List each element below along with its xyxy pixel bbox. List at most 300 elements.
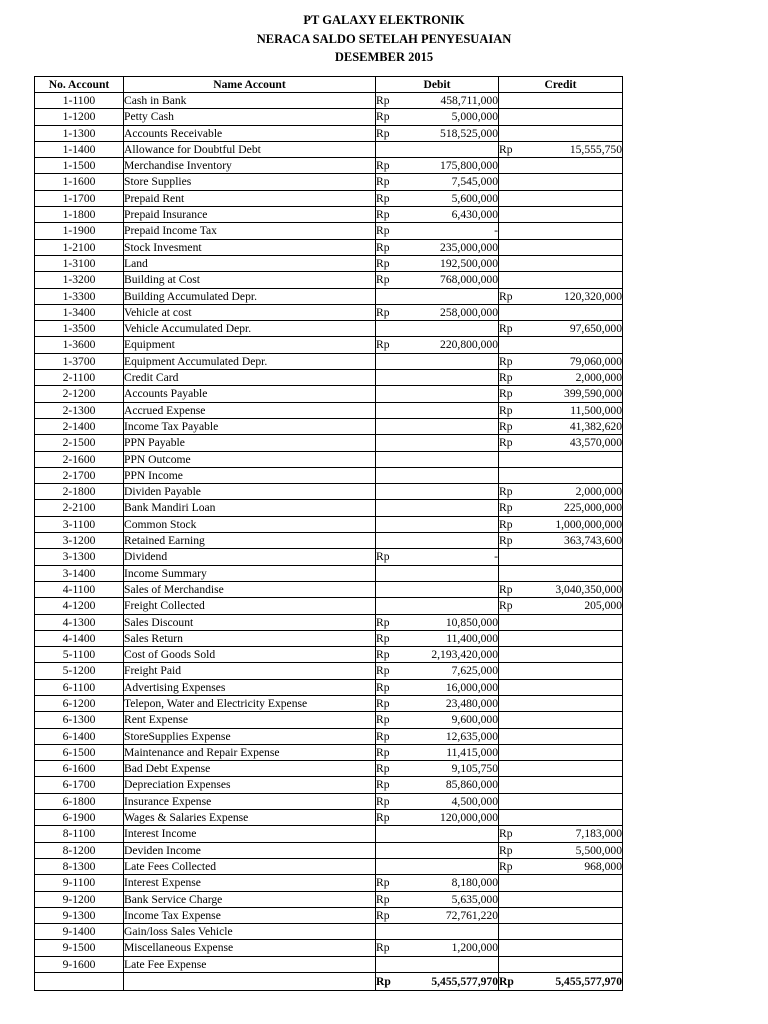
credit-currency — [499, 207, 531, 223]
credit-currency: Rp — [499, 402, 531, 418]
debit-currency — [376, 826, 408, 842]
account-name: Prepaid Rent — [124, 190, 376, 206]
account-number: 2-1200 — [35, 386, 124, 402]
credit-currency — [499, 272, 531, 288]
credit-currency — [499, 467, 531, 483]
debit-currency: Rp — [376, 663, 408, 679]
account-number: 3-1300 — [35, 549, 124, 565]
credit-currency — [499, 875, 531, 891]
credit-amount — [531, 907, 623, 923]
table-row — [35, 565, 623, 581]
account-number: 2-1700 — [35, 467, 124, 483]
credit-currency: Rp — [499, 516, 531, 532]
debit-amount: 120,000,000 — [408, 810, 499, 826]
debit-currency — [376, 533, 408, 549]
table-row — [35, 940, 623, 956]
account-number: 1-1200 — [35, 109, 124, 125]
account-name: PPN Income — [124, 467, 376, 483]
debit-amount: 2,193,420,000 — [408, 647, 499, 663]
debit-currency: Rp — [376, 940, 408, 956]
credit-currency: Rp — [499, 484, 531, 500]
credit-currency: Rp — [499, 500, 531, 516]
account-name: Merchandise Inventory — [124, 158, 376, 174]
debit-currency — [376, 858, 408, 874]
table-row — [35, 158, 623, 174]
table-row — [35, 663, 623, 679]
debit-currency — [376, 418, 408, 434]
account-number: 9-1500 — [35, 940, 124, 956]
debit-currency — [376, 141, 408, 157]
credit-currency: Rp — [499, 858, 531, 874]
account-number: 2-1800 — [35, 484, 124, 500]
table-row — [35, 93, 623, 109]
table-row — [35, 549, 623, 565]
credit-currency: Rp — [499, 418, 531, 434]
credit-currency: Rp — [499, 533, 531, 549]
credit-amount: 43,570,000 — [531, 435, 623, 451]
credit-amount: 41,382,620 — [531, 418, 623, 434]
debit-amount: - — [408, 549, 499, 565]
total-name-cell — [124, 973, 376, 991]
credit-amount: 399,590,000 — [531, 386, 623, 402]
credit-amount: 15,555,750 — [531, 141, 623, 157]
credit-amount — [531, 956, 623, 972]
credit-currency — [499, 125, 531, 141]
account-name: Common Stock — [124, 516, 376, 532]
debit-currency — [376, 288, 408, 304]
debit-currency — [376, 321, 408, 337]
credit-currency — [499, 614, 531, 630]
account-name: Deviden Income — [124, 842, 376, 858]
debit-amount: 23,480,000 — [408, 695, 499, 711]
account-number: 9-1100 — [35, 875, 124, 891]
credit-currency — [499, 793, 531, 809]
debit-amount — [408, 484, 499, 500]
credit-currency — [499, 728, 531, 744]
credit-currency — [499, 761, 531, 777]
credit-currency — [499, 744, 531, 760]
debit-amount: 9,105,750 — [408, 761, 499, 777]
credit-currency: Rp — [499, 842, 531, 858]
account-name: Prepaid Income Tax — [124, 223, 376, 239]
credit-currency — [499, 93, 531, 109]
credit-amount: 363,743,600 — [531, 533, 623, 549]
account-name: Bank Mandiri Loan — [124, 500, 376, 516]
table-row — [35, 141, 623, 157]
account-name: Equipment — [124, 337, 376, 353]
credit-currency — [499, 777, 531, 793]
debit-amount: 175,800,000 — [408, 158, 499, 174]
account-name: Store Supplies — [124, 174, 376, 190]
account-number: 1-1900 — [35, 223, 124, 239]
table-row — [35, 516, 623, 532]
account-name: Retained Earning — [124, 533, 376, 549]
debit-amount — [408, 402, 499, 418]
account-number: 5-1100 — [35, 647, 124, 663]
credit-amount: 11,500,000 — [531, 402, 623, 418]
credit-amount — [531, 174, 623, 190]
table-row — [35, 402, 623, 418]
account-number: 1-3300 — [35, 288, 124, 304]
credit-amount: 97,650,000 — [531, 321, 623, 337]
debit-amount: 192,500,000 — [408, 255, 499, 271]
credit-amount: 1,000,000,000 — [531, 516, 623, 532]
credit-amount — [531, 761, 623, 777]
debit-amount — [408, 321, 499, 337]
account-number: 1-3200 — [35, 272, 124, 288]
debit-amount — [408, 467, 499, 483]
debit-amount — [408, 956, 499, 972]
total-debit: 5,455,577,970 — [408, 973, 499, 991]
debit-amount: 258,000,000 — [408, 304, 499, 320]
debit-currency — [376, 956, 408, 972]
credit-amount — [531, 158, 623, 174]
account-name: Vehicle at cost — [124, 304, 376, 320]
account-number: 2-1300 — [35, 402, 124, 418]
report-period: DESEMBER 2015 — [334, 50, 434, 64]
debit-currency: Rp — [376, 777, 408, 793]
credit-amount — [531, 467, 623, 483]
table-row — [35, 907, 623, 923]
debit-amount: 10,850,000 — [408, 614, 499, 630]
credit-amount: 120,320,000 — [531, 288, 623, 304]
table-row — [35, 647, 623, 663]
credit-currency — [499, 304, 531, 320]
account-number: 6-1500 — [35, 744, 124, 760]
col-header-no: No. Account — [35, 77, 124, 93]
credit-amount — [531, 647, 623, 663]
debit-currency — [376, 435, 408, 451]
table-row — [35, 174, 623, 190]
table-row — [35, 614, 623, 630]
debit-currency: Rp — [376, 630, 408, 646]
debit-amount: 16,000,000 — [408, 679, 499, 695]
account-name: Sales Return — [124, 630, 376, 646]
debit-currency — [376, 353, 408, 369]
account-number: 3-1400 — [35, 565, 124, 581]
debit-amount — [408, 451, 499, 467]
account-name: Telepon, Water and Electricity Expense — [124, 695, 376, 711]
account-name: Building Accumulated Depr. — [124, 288, 376, 304]
debit-amount: 72,761,220 — [408, 907, 499, 923]
debit-amount — [408, 141, 499, 157]
table-row — [35, 777, 623, 793]
account-name: Income Summary — [124, 565, 376, 581]
credit-currency — [499, 158, 531, 174]
table-row — [35, 695, 623, 711]
debit-currency: Rp — [376, 679, 408, 695]
credit-amount: 968,000 — [531, 858, 623, 874]
debit-currency: Rp — [376, 239, 408, 255]
credit-amount — [531, 695, 623, 711]
debit-amount: 5,000,000 — [408, 109, 499, 125]
account-number: 4-1100 — [35, 581, 124, 597]
account-number: 6-1100 — [35, 679, 124, 695]
table-row — [35, 207, 623, 223]
credit-currency — [499, 174, 531, 190]
debit-currency: Rp — [376, 712, 408, 728]
debit-currency: Rp — [376, 728, 408, 744]
debit-currency — [376, 402, 408, 418]
account-number: 1-3500 — [35, 321, 124, 337]
credit-currency: Rp — [499, 581, 531, 597]
account-number: 6-1800 — [35, 793, 124, 809]
credit-amount — [531, 93, 623, 109]
table-row — [35, 679, 623, 695]
account-number: 6-1200 — [35, 695, 124, 711]
table-row — [35, 891, 623, 907]
credit-amount — [531, 891, 623, 907]
account-name: Advertising Expenses — [124, 679, 376, 695]
table-row — [35, 239, 623, 255]
table-row — [35, 924, 623, 940]
debit-currency: Rp — [376, 744, 408, 760]
debit-currency — [376, 451, 408, 467]
debit-amount: 518,525,000 — [408, 125, 499, 141]
credit-amount — [531, 190, 623, 206]
account-name: PPN Payable — [124, 435, 376, 451]
account-name: Land — [124, 255, 376, 271]
account-number: 8-1300 — [35, 858, 124, 874]
debit-currency: Rp — [376, 875, 408, 891]
debit-currency: Rp — [376, 272, 408, 288]
debit-currency: Rp — [376, 695, 408, 711]
credit-currency — [499, 695, 531, 711]
account-number: 2-1400 — [35, 418, 124, 434]
debit-currency: Rp — [376, 190, 408, 206]
credit-amount — [531, 272, 623, 288]
debit-currency: Rp — [376, 304, 408, 320]
account-number: 6-1400 — [35, 728, 124, 744]
credit-currency: Rp — [499, 370, 531, 386]
credit-currency — [499, 255, 531, 271]
debit-currency: Rp — [376, 793, 408, 809]
credit-amount — [531, 744, 623, 760]
debit-amount — [408, 842, 499, 858]
table-row — [35, 109, 623, 125]
debit-currency — [376, 370, 408, 386]
account-name: Building at Cost — [124, 272, 376, 288]
account-name: Prepaid Insurance — [124, 207, 376, 223]
debit-currency — [376, 581, 408, 597]
debit-amount — [408, 418, 499, 434]
debit-currency: Rp — [376, 891, 408, 907]
credit-amount — [531, 875, 623, 891]
credit-currency — [499, 891, 531, 907]
table-row — [35, 598, 623, 614]
account-number: 1-1500 — [35, 158, 124, 174]
debit-currency: Rp — [376, 614, 408, 630]
account-name: Late Fees Collected — [124, 858, 376, 874]
account-number: 6-1300 — [35, 712, 124, 728]
col-header-name: Name Account — [124, 77, 376, 93]
debit-currency: Rp — [376, 647, 408, 663]
table-row — [35, 484, 623, 500]
account-name: Allowance for Doubtful Debt — [124, 141, 376, 157]
table-row — [35, 370, 623, 386]
table-row — [35, 810, 623, 826]
debit-amount: 8,180,000 — [408, 875, 499, 891]
credit-amount — [531, 940, 623, 956]
debit-currency — [376, 516, 408, 532]
debit-amount: 5,635,000 — [408, 891, 499, 907]
account-number: 2-2100 — [35, 500, 124, 516]
trial-balance-table — [34, 76, 623, 991]
account-number: 6-1600 — [35, 761, 124, 777]
account-number: 1-1300 — [35, 125, 124, 141]
debit-amount: 235,000,000 — [408, 239, 499, 255]
totals-row — [35, 973, 623, 991]
account-number: 1-1600 — [35, 174, 124, 190]
account-name: Interest Income — [124, 826, 376, 842]
credit-currency — [499, 565, 531, 581]
credit-amount — [531, 630, 623, 646]
col-header-credit: Credit — [499, 77, 623, 93]
table-row — [35, 761, 623, 777]
debit-currency: Rp — [376, 907, 408, 923]
table-row — [35, 386, 623, 402]
account-name: Depreciation Expenses — [124, 777, 376, 793]
credit-amount: 7,183,000 — [531, 826, 623, 842]
account-number: 2-1500 — [35, 435, 124, 451]
account-number: 1-3100 — [35, 255, 124, 271]
credit-amount — [531, 728, 623, 744]
account-number: 3-1100 — [35, 516, 124, 532]
credit-amount — [531, 614, 623, 630]
credit-currency — [499, 679, 531, 695]
debit-currency: Rp — [376, 549, 408, 565]
credit-amount — [531, 810, 623, 826]
credit-amount: 2,000,000 — [531, 484, 623, 500]
account-number: 1-3700 — [35, 353, 124, 369]
account-name: StoreSupplies Expense — [124, 728, 376, 744]
debit-currency: Rp — [376, 109, 408, 125]
account-name: Late Fee Expense — [124, 956, 376, 972]
account-name: Accrued Expense — [124, 402, 376, 418]
account-number: 9-1300 — [35, 907, 124, 923]
credit-amount — [531, 207, 623, 223]
credit-currency — [499, 239, 531, 255]
debit-currency — [376, 565, 408, 581]
debit-currency: Rp — [376, 174, 408, 190]
credit-currency — [499, 956, 531, 972]
account-number: 2-1100 — [35, 370, 124, 386]
account-name: Bank Service Charge — [124, 891, 376, 907]
table-row — [35, 353, 623, 369]
debit-currency — [376, 500, 408, 516]
debit-currency — [376, 598, 408, 614]
credit-amount — [531, 337, 623, 353]
credit-currency: Rp — [499, 141, 531, 157]
debit-currency — [376, 386, 408, 402]
account-number: 1-1400 — [35, 141, 124, 157]
account-name: Accounts Payable — [124, 386, 376, 402]
table-row — [35, 223, 623, 239]
credit-currency: Rp — [499, 435, 531, 451]
debit-amount: 85,860,000 — [408, 777, 499, 793]
debit-amount: - — [408, 223, 499, 239]
table-row — [35, 467, 623, 483]
debit-amount — [408, 500, 499, 516]
credit-currency: Rp — [499, 321, 531, 337]
credit-currency — [499, 549, 531, 565]
debit-amount — [408, 924, 499, 940]
debit-currency: Rp — [376, 207, 408, 223]
account-number: 1-1800 — [35, 207, 124, 223]
credit-amount — [531, 924, 623, 940]
credit-amount — [531, 304, 623, 320]
account-name: Income Tax Payable — [124, 418, 376, 434]
debit-currency — [376, 467, 408, 483]
account-name: Rent Expense — [124, 712, 376, 728]
account-number: 9-1200 — [35, 891, 124, 907]
credit-currency — [499, 907, 531, 923]
debit-currency: Rp — [376, 761, 408, 777]
company-name: PT GALAXY ELEKTRONIK — [303, 13, 465, 27]
debit-amount: 11,415,000 — [408, 744, 499, 760]
account-name: Freight Collected — [124, 598, 376, 614]
account-name: Cost of Goods Sold — [124, 647, 376, 663]
account-name: Maintenance and Repair Expense — [124, 744, 376, 760]
table-row — [35, 321, 623, 337]
credit-amount — [531, 549, 623, 565]
debit-amount: 768,000,000 — [408, 272, 499, 288]
debit-amount: 1,200,000 — [408, 940, 499, 956]
credit-currency: Rp — [499, 826, 531, 842]
account-number: 3-1200 — [35, 533, 124, 549]
debit-currency: Rp — [376, 93, 408, 109]
debit-amount — [408, 386, 499, 402]
credit-amount — [531, 125, 623, 141]
debit-amount: 220,800,000 — [408, 337, 499, 353]
account-name: Accounts Receivable — [124, 125, 376, 141]
credit-currency — [499, 940, 531, 956]
debit-amount: 6,430,000 — [408, 207, 499, 223]
table-row — [35, 712, 623, 728]
account-name: Wages & Salaries Expense — [124, 810, 376, 826]
table-row — [35, 956, 623, 972]
account-number: 6-1900 — [35, 810, 124, 826]
account-number: 4-1400 — [35, 630, 124, 646]
debit-amount: 4,500,000 — [408, 793, 499, 809]
account-number: 1-3400 — [35, 304, 124, 320]
credit-amount — [531, 793, 623, 809]
debit-amount — [408, 826, 499, 842]
table-row — [35, 435, 623, 451]
account-name: Bad Debt Expense — [124, 761, 376, 777]
credit-amount — [531, 679, 623, 695]
table-row — [35, 288, 623, 304]
credit-currency — [499, 924, 531, 940]
debit-amount — [408, 858, 499, 874]
account-number: 6-1700 — [35, 777, 124, 793]
credit-amount — [531, 255, 623, 271]
account-number: 9-1400 — [35, 924, 124, 940]
debit-currency: Rp — [376, 810, 408, 826]
table-row — [35, 125, 623, 141]
account-name: Dividend — [124, 549, 376, 565]
table-row — [35, 451, 623, 467]
credit-currency: Rp — [499, 598, 531, 614]
table-row — [35, 500, 623, 516]
account-number: 2-1600 — [35, 451, 124, 467]
account-number: 5-1200 — [35, 663, 124, 679]
credit-currency — [499, 109, 531, 125]
account-name: Petty Cash — [124, 109, 376, 125]
debit-amount: 11,400,000 — [408, 630, 499, 646]
debit-currency: Rp — [376, 255, 408, 271]
debit-currency: Rp — [376, 337, 408, 353]
